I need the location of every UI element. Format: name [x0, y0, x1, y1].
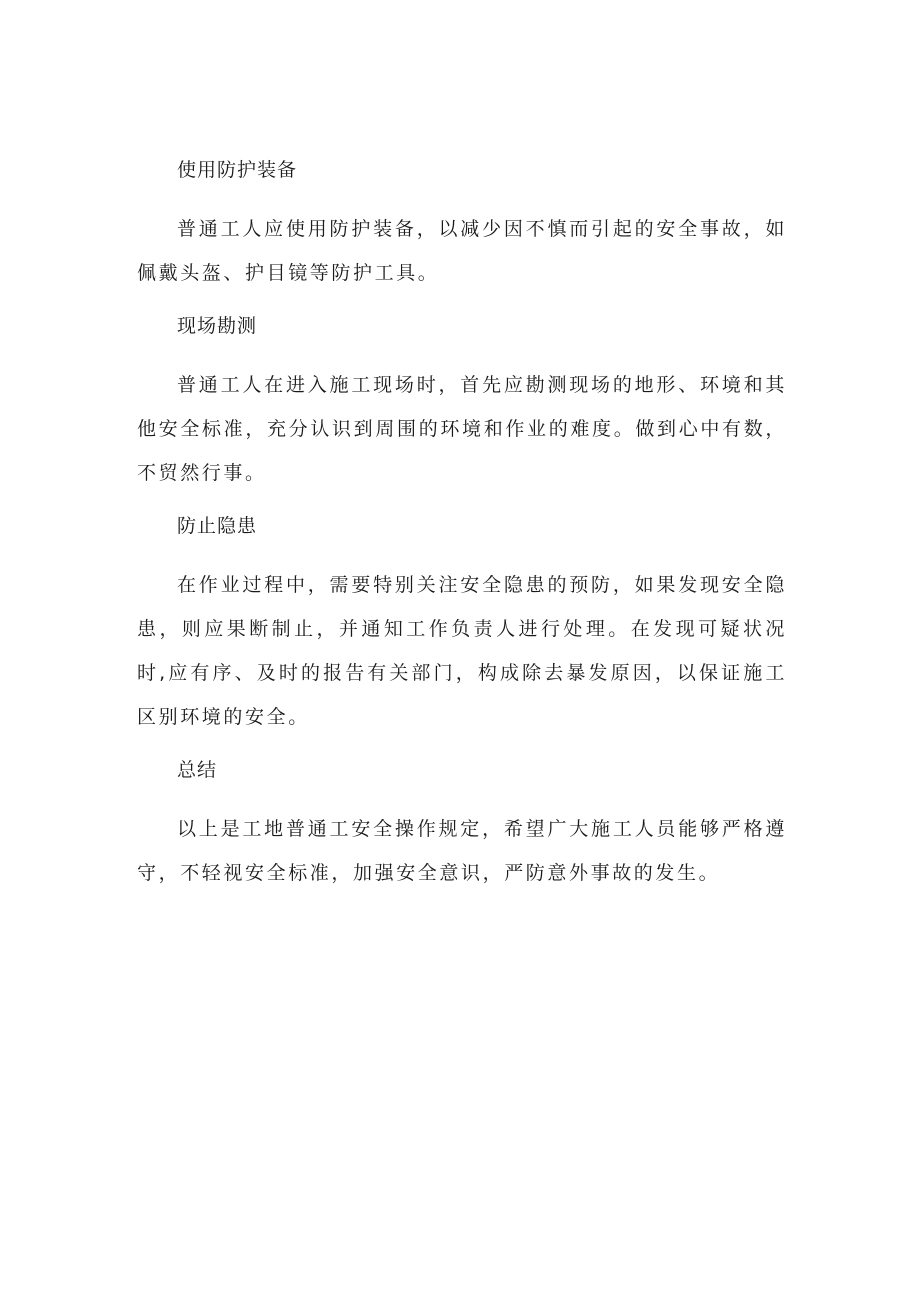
- section-heading-protective-equipment: 使用防护装备: [177, 159, 298, 181]
- section-heading-site-survey: 现场勘测: [177, 315, 258, 337]
- section-paragraph-site-survey: 普通工人在进入施工现场时，首先应勘测现场的地形、环境和其他安全标准，充分认识到周围的环境和作业的难度。做到心中有数，不贸然行事。: [137, 374, 787, 484]
- section-paragraph-summary: 以上是工地普通工安全操作规定，希望广大施工人员能够严格遵守，不轻视安全标准，加强安全意识，严防意外事故的发生。: [137, 818, 787, 884]
- section-paragraph-protective-equipment: 普通工人应使用防护装备，以减少因不慎而引起的安全事故，如佩戴头盔、护目镜等防护工具。: [137, 218, 787, 284]
- section-heading-hazard-prevention: 防止隐患: [177, 515, 258, 537]
- section-heading-summary: 总结: [177, 759, 218, 781]
- section-paragraph-hazard-prevention: 在作业过程中，需要特别关注安全隐患的预防，如果发现安全隐患，则应果断制止，并通知工作负责人进行处理。在发现可疑状况时,应有序、及时的报告有关部门，构成除去暴发原因，以保证施工区别环境的安全。: [137, 574, 787, 728]
- document-body: [137, 154, 787, 895]
